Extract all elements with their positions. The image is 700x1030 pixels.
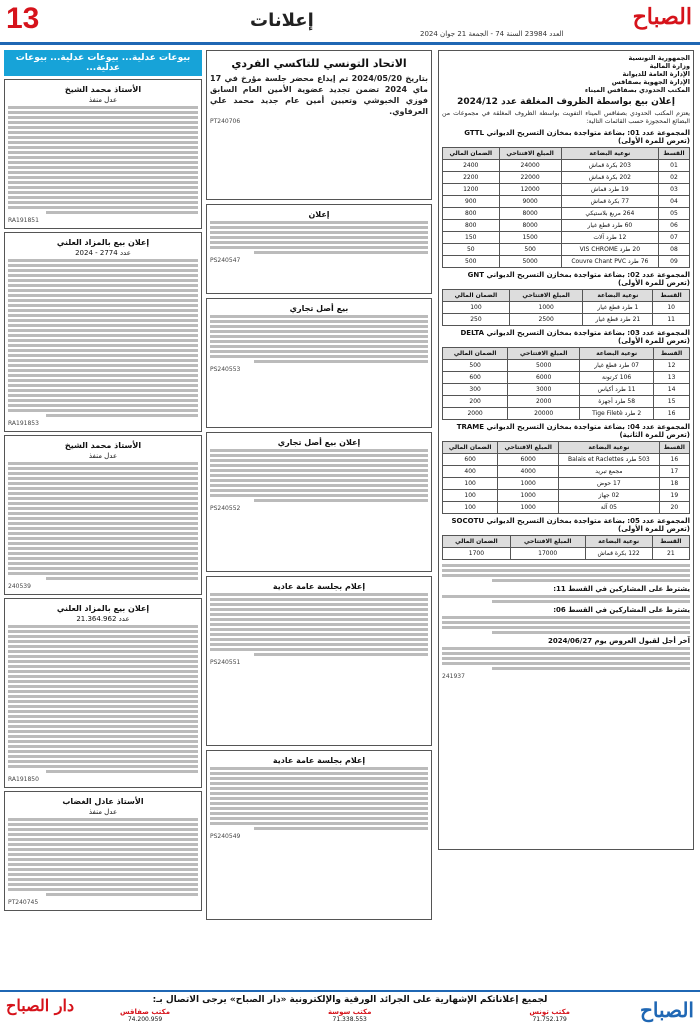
notice-ref: RA191850	[8, 776, 39, 783]
table-cell: 16	[654, 408, 690, 420]
taxi-union-notice	[206, 50, 432, 200]
notice-subheading: عدد 21.364.962	[76, 615, 130, 623]
table-cell: 8000	[499, 208, 561, 220]
meeting-text: بتاريخ 2024/05/20 تم إيداع محضر جلسة مؤرخ في 17 ماي 2024 تضمن تجديد عضوية الأمين العام السابق فوزي الخبوشي وتعيين أمين عام جديد محمد علي العرفاوي.	[210, 74, 429, 116]
table-cell: 02	[658, 172, 689, 184]
table-cell: 12000	[499, 184, 561, 196]
table-cell: 1 طرد قطع غيار	[583, 302, 653, 314]
header-rule	[0, 42, 700, 45]
table-cell: 19	[659, 490, 689, 502]
table-cell: 800	[443, 208, 500, 220]
table-cell: 76 طرد Couvre Chant PVC	[561, 256, 658, 268]
table-cell: 12	[654, 360, 690, 372]
footer-offices	[120, 1008, 570, 1023]
table-cell: 250	[443, 314, 510, 326]
office-sousse-phone: 71.338.553	[332, 1016, 367, 1023]
table-cell: 24000	[499, 160, 561, 172]
table-cell: 22000	[499, 172, 561, 184]
table-header-cell: نوعية البضاعة	[585, 536, 652, 548]
judicial-notice	[4, 435, 202, 595]
conditions-heading-2: يشترط على المشاركين في القسط 06:	[553, 606, 690, 614]
table-cell: 13	[654, 372, 690, 384]
group-table	[442, 347, 690, 420]
judicial-notice	[4, 232, 202, 432]
table-cell: 20 طرد VIS CHROME	[561, 244, 658, 256]
judicial-notices	[4, 79, 202, 911]
group-table	[442, 441, 690, 514]
table-cell: 15	[654, 396, 690, 408]
sale2-ref: PS240552	[210, 505, 241, 512]
issue-info: العدد 23984 السنة 74 - الجمعة 21 جوان 2024	[420, 30, 564, 38]
table-cell: 2200	[443, 172, 500, 184]
table-cell: 100	[443, 302, 510, 314]
table-row	[443, 184, 690, 196]
table-header-cell: القسط	[652, 536, 689, 548]
table-cell: 20	[659, 502, 689, 514]
table-row	[443, 372, 690, 384]
table-cell: 900	[443, 196, 500, 208]
notices-column-b	[206, 50, 432, 920]
office-sousse	[328, 1008, 372, 1023]
table-cell: 200	[443, 396, 508, 408]
authority-line: الإدارة الجهوية بصفاقس	[611, 78, 690, 86]
table-cell: 500	[499, 244, 561, 256]
office-sfax-name: مكتب صفاقس	[120, 1008, 171, 1016]
table-cell: 20000	[508, 408, 580, 420]
table-cell: 50	[443, 244, 500, 256]
notice-ref: PS240547	[210, 257, 241, 264]
table-cell: 2400	[443, 160, 500, 172]
table-cell: 6000	[508, 372, 580, 384]
notice-subheading: عدل منفذ	[88, 452, 118, 460]
judicial-notice	[4, 791, 202, 911]
notice-ref: RA191851	[8, 217, 39, 224]
table-cell: 05	[658, 208, 689, 220]
table-cell: 04	[658, 196, 689, 208]
table-cell: 1000	[498, 502, 559, 514]
table-row	[443, 196, 690, 208]
notice-subheading: عدل منفذ	[88, 96, 118, 104]
office-sousse-name: مكتب سوسة	[327, 1008, 372, 1016]
table-cell: 264 مربع بلاستيكي	[561, 208, 658, 220]
table-header-cell: نوعية البضاعة	[583, 290, 653, 302]
table-cell: 77 بكرة قماش	[561, 196, 658, 208]
group-table	[442, 535, 690, 560]
table-header-cell: نوعية البضاعة	[561, 148, 658, 160]
agm2-title: إعلام بجلسة عامة عادية	[272, 756, 366, 765]
notice-heading: الأستاذ عادل الغضاب	[62, 797, 144, 806]
table-row	[443, 302, 690, 314]
table-row	[443, 384, 690, 396]
table-cell: 1000	[498, 478, 559, 490]
table-cell: 12 طرد آلات	[561, 232, 658, 244]
table-cell: 1700	[443, 548, 511, 560]
notice-block	[206, 204, 432, 294]
notices-column-c	[4, 50, 202, 920]
table-cell: 2 طرد Tige Filetè	[580, 408, 654, 420]
sale1-block	[206, 298, 432, 428]
authority-line: الإدارة العامة للديوانة	[622, 70, 690, 78]
notice-ref: PT240745	[8, 899, 39, 906]
table-cell: 60 طرد قطع غيار	[561, 220, 658, 232]
table-cell: 100	[443, 502, 498, 514]
agm1-block	[206, 576, 432, 746]
table-row	[443, 408, 690, 420]
table-row	[443, 466, 690, 478]
sale2-block	[206, 432, 432, 572]
table-cell: 21	[652, 548, 689, 560]
table-cell: 07 طرد قطع غيار	[580, 360, 654, 372]
office-tunis	[529, 1008, 570, 1023]
table-row	[443, 360, 690, 372]
sale2-title: إعلان بيع أصل تجاري	[277, 438, 361, 447]
notice-heading: إعلان بيع بالمزاد العلني	[56, 604, 150, 613]
group-title: المجموعة عدد 04: بضاعة متواجدة بمخازن التسريح الديواني TRAME (تعرض للمرة الثانية)	[456, 423, 690, 439]
table-row	[443, 454, 690, 466]
table-cell: 17	[659, 466, 689, 478]
notice-heading: الأستاذ محمد الشيخ	[64, 441, 142, 450]
judicial-notice	[4, 79, 202, 229]
page-number: 13	[6, 2, 40, 35]
table-cell: 2000	[508, 396, 580, 408]
table-header-cell: القسط	[654, 348, 690, 360]
table-header-cell: القسط	[653, 290, 690, 302]
authority-block	[442, 54, 690, 94]
table-row	[443, 478, 690, 490]
page-header	[0, 0, 700, 44]
table-cell: 122 بكرة قماش	[585, 548, 652, 560]
table-cell: 400	[443, 466, 498, 478]
sale1-title: بيع أصل تجاري	[289, 304, 349, 313]
meeting-title: الاتحاد التونسي للتاكسي الفردي	[231, 57, 407, 70]
authority-line: وزارة المالية	[649, 62, 690, 70]
table-header-cell: نوعية البضاعة	[559, 442, 660, 454]
table-row	[443, 490, 690, 502]
table-cell: 10	[653, 302, 690, 314]
group-title: المجموعة عدد 05: بضاعة متواجدة بمخازن التسريح الديواني SOCOTU (تعرض للمرة الأولى)	[451, 517, 690, 533]
notice-subheading: عدد 2774 - 2024	[75, 249, 131, 257]
table-row	[443, 172, 690, 184]
table-cell: 17000	[510, 548, 585, 560]
group-title: المجموعة عدد 02: بضاعة متواجدة بمخازن التسريح الديواني GNT (تعرض للمرة الأولى)	[467, 271, 690, 287]
notice-heading: إعلان بيع بالمزاد العلني	[56, 238, 150, 247]
table-cell: 3000	[508, 384, 580, 396]
table-cell: 58 طرد أجهزة	[580, 396, 654, 408]
office-tunis-phone: 71.752.179	[532, 1016, 567, 1023]
table-row	[443, 244, 690, 256]
table-cell: 203 بكرة قماش	[561, 160, 658, 172]
table-cell: 08	[658, 244, 689, 256]
agm1-ref: PS240551	[210, 659, 241, 666]
tender-groups	[442, 129, 690, 560]
table-cell: 106 كرتونة	[580, 372, 654, 384]
footer-brand-left: دار الصباح	[6, 996, 75, 1015]
authority-line: الجمهورية التونسية	[628, 54, 690, 62]
table-cell: 100	[443, 490, 498, 502]
table-header-cell: الضمان المالي	[443, 348, 508, 360]
table-cell: 17 حوض	[559, 478, 660, 490]
table-header-cell: الضمان المالي	[443, 536, 511, 548]
agm1-title: إعلام بجلسة عامة عادية	[272, 582, 366, 591]
customs-tender	[438, 50, 694, 850]
footer-title: لجميع إعلاناتكم الإشهارية على الجرائد الورقية والإلكترونية «دار الصباح» يرجى الاتصال بـ:	[152, 995, 548, 1005]
page-footer	[0, 990, 700, 1030]
table-header-cell: الضمان المالي	[443, 290, 510, 302]
sale1-ref: PS240553	[210, 366, 241, 373]
group-table	[442, 289, 690, 326]
table-row	[443, 548, 690, 560]
table-row	[443, 220, 690, 232]
table-header-cell: المبلغ الافتتاحي	[508, 348, 580, 360]
table-cell: 16	[659, 454, 689, 466]
office-tunis-name: مكتب تونس	[529, 1008, 570, 1016]
table-cell: 8000	[499, 220, 561, 232]
table-cell: 5000	[508, 360, 580, 372]
table-row	[443, 160, 690, 172]
office-sfax	[120, 1008, 170, 1023]
table-cell: 600	[443, 372, 508, 384]
table-header-cell: المبلغ الافتتاحي	[509, 290, 583, 302]
table-row	[443, 256, 690, 268]
table-cell: 09	[658, 256, 689, 268]
table-cell: 19 طرد قماش	[561, 184, 658, 196]
tender-box	[438, 50, 694, 850]
table-header-cell: الضمان المالي	[443, 442, 498, 454]
table-header-cell: القسط	[659, 442, 689, 454]
notice-title: إعلان	[308, 210, 330, 219]
footer-brand: الصباح	[639, 998, 694, 1022]
table-cell: مجمع تبريد	[559, 466, 660, 478]
table-row	[443, 232, 690, 244]
notice-heading: الأستاذ محمد الشيخ	[64, 85, 142, 94]
table-cell: 503 طرد Balais et Raclettes	[559, 454, 660, 466]
tender-conditions	[442, 564, 690, 670]
tender-ref: 241937	[442, 673, 465, 680]
table-cell: 1500	[499, 232, 561, 244]
group-table	[442, 147, 690, 268]
table-cell: 03	[658, 184, 689, 196]
table-cell: 2000	[443, 408, 508, 420]
table-row	[443, 314, 690, 326]
authority-line: المكتب الحدودي بصفاقس الميناء	[584, 86, 690, 94]
table-cell: 07	[658, 232, 689, 244]
group-title: المجموعة عدد 03: بضاعة متواجدة بمخازن التسريح الديواني DELTA (تعرض للمرة الأولى)	[460, 329, 690, 345]
table-row	[443, 396, 690, 408]
table-cell: 11	[653, 314, 690, 326]
notice-ref: 240539	[8, 583, 31, 590]
table-cell: 500	[443, 256, 500, 268]
table-cell: 150	[443, 232, 500, 244]
tender-intro: يعتزم المكتب الحدودي بصفاقس الميناء التفويت بواسطة الظروف المغلقة في مجموعات من البضائع المحجوزة حسب القائمات التالية:	[442, 110, 690, 125]
table-cell: 1200	[443, 184, 500, 196]
notice-ref: RA191853	[8, 420, 39, 427]
table-header-cell: الضمان المالي	[443, 148, 500, 160]
agm2-block	[206, 750, 432, 920]
table-cell: 1000	[498, 490, 559, 502]
table-cell: 11 طرد أكياس	[580, 384, 654, 396]
agm2-ref: PS240549	[210, 833, 241, 840]
table-cell: 18	[659, 478, 689, 490]
table-cell: 300	[443, 384, 508, 396]
table-header-cell: نوعية البضاعة	[580, 348, 654, 360]
table-cell: 02 جهاز	[559, 490, 660, 502]
section-title: إعلانات	[250, 10, 314, 31]
table-cell: 1000	[509, 302, 583, 314]
group-title: المجموعة عدد 01: بضاعة متواجدة بمخازن التسريح الديواني GTTL (تعرض للمرة الأولى)	[464, 129, 690, 145]
judicial-sales-banner: بيوعات عدلية... بيوعات عدلية... بيوعات عدلية...	[4, 50, 202, 76]
table-cell: 05 آلة	[559, 502, 660, 514]
table-cell: 2500	[509, 314, 583, 326]
tender-title: إعلان بيع بواسطة الظروف المغلقة عدد 2024/12	[457, 97, 675, 107]
table-cell: 6000	[498, 454, 559, 466]
table-cell: 21 طرد قطع غيار	[583, 314, 653, 326]
table-header-cell: المبلغ الافتتاحي	[499, 148, 561, 160]
table-header-cell: المبلغ الافتتاحي	[498, 442, 559, 454]
notice-subheading: عدل منفذ	[88, 808, 118, 816]
table-row	[443, 502, 690, 514]
table-header-cell: القسط	[658, 148, 689, 160]
table-header-cell: المبلغ الافتتاحي	[510, 536, 585, 548]
office-sfax-phone: 74.200.959	[127, 1016, 163, 1023]
table-cell: 500	[443, 360, 508, 372]
table-cell: 5000	[499, 256, 561, 268]
deadline: آخر أجل لقبول العروض يوم 2024/06/27	[548, 637, 690, 645]
table-cell: 4000	[498, 466, 559, 478]
table-cell: 202 بكرة قماش	[561, 172, 658, 184]
table-cell: 800	[443, 220, 500, 232]
table-cell: 100	[443, 478, 498, 490]
judicial-notice	[4, 598, 202, 788]
table-cell: 06	[658, 220, 689, 232]
table-cell: 14	[654, 384, 690, 396]
newspaper-logo: الصباح	[632, 4, 692, 30]
table-row	[443, 208, 690, 220]
table-cell: 01	[658, 160, 689, 172]
table-cell: 600	[443, 454, 498, 466]
table-cell: 9000	[499, 196, 561, 208]
conditions-heading-1: يشترط على المشاركين في القسط 11:	[553, 585, 690, 593]
meeting-ref: PT240706	[210, 118, 241, 125]
